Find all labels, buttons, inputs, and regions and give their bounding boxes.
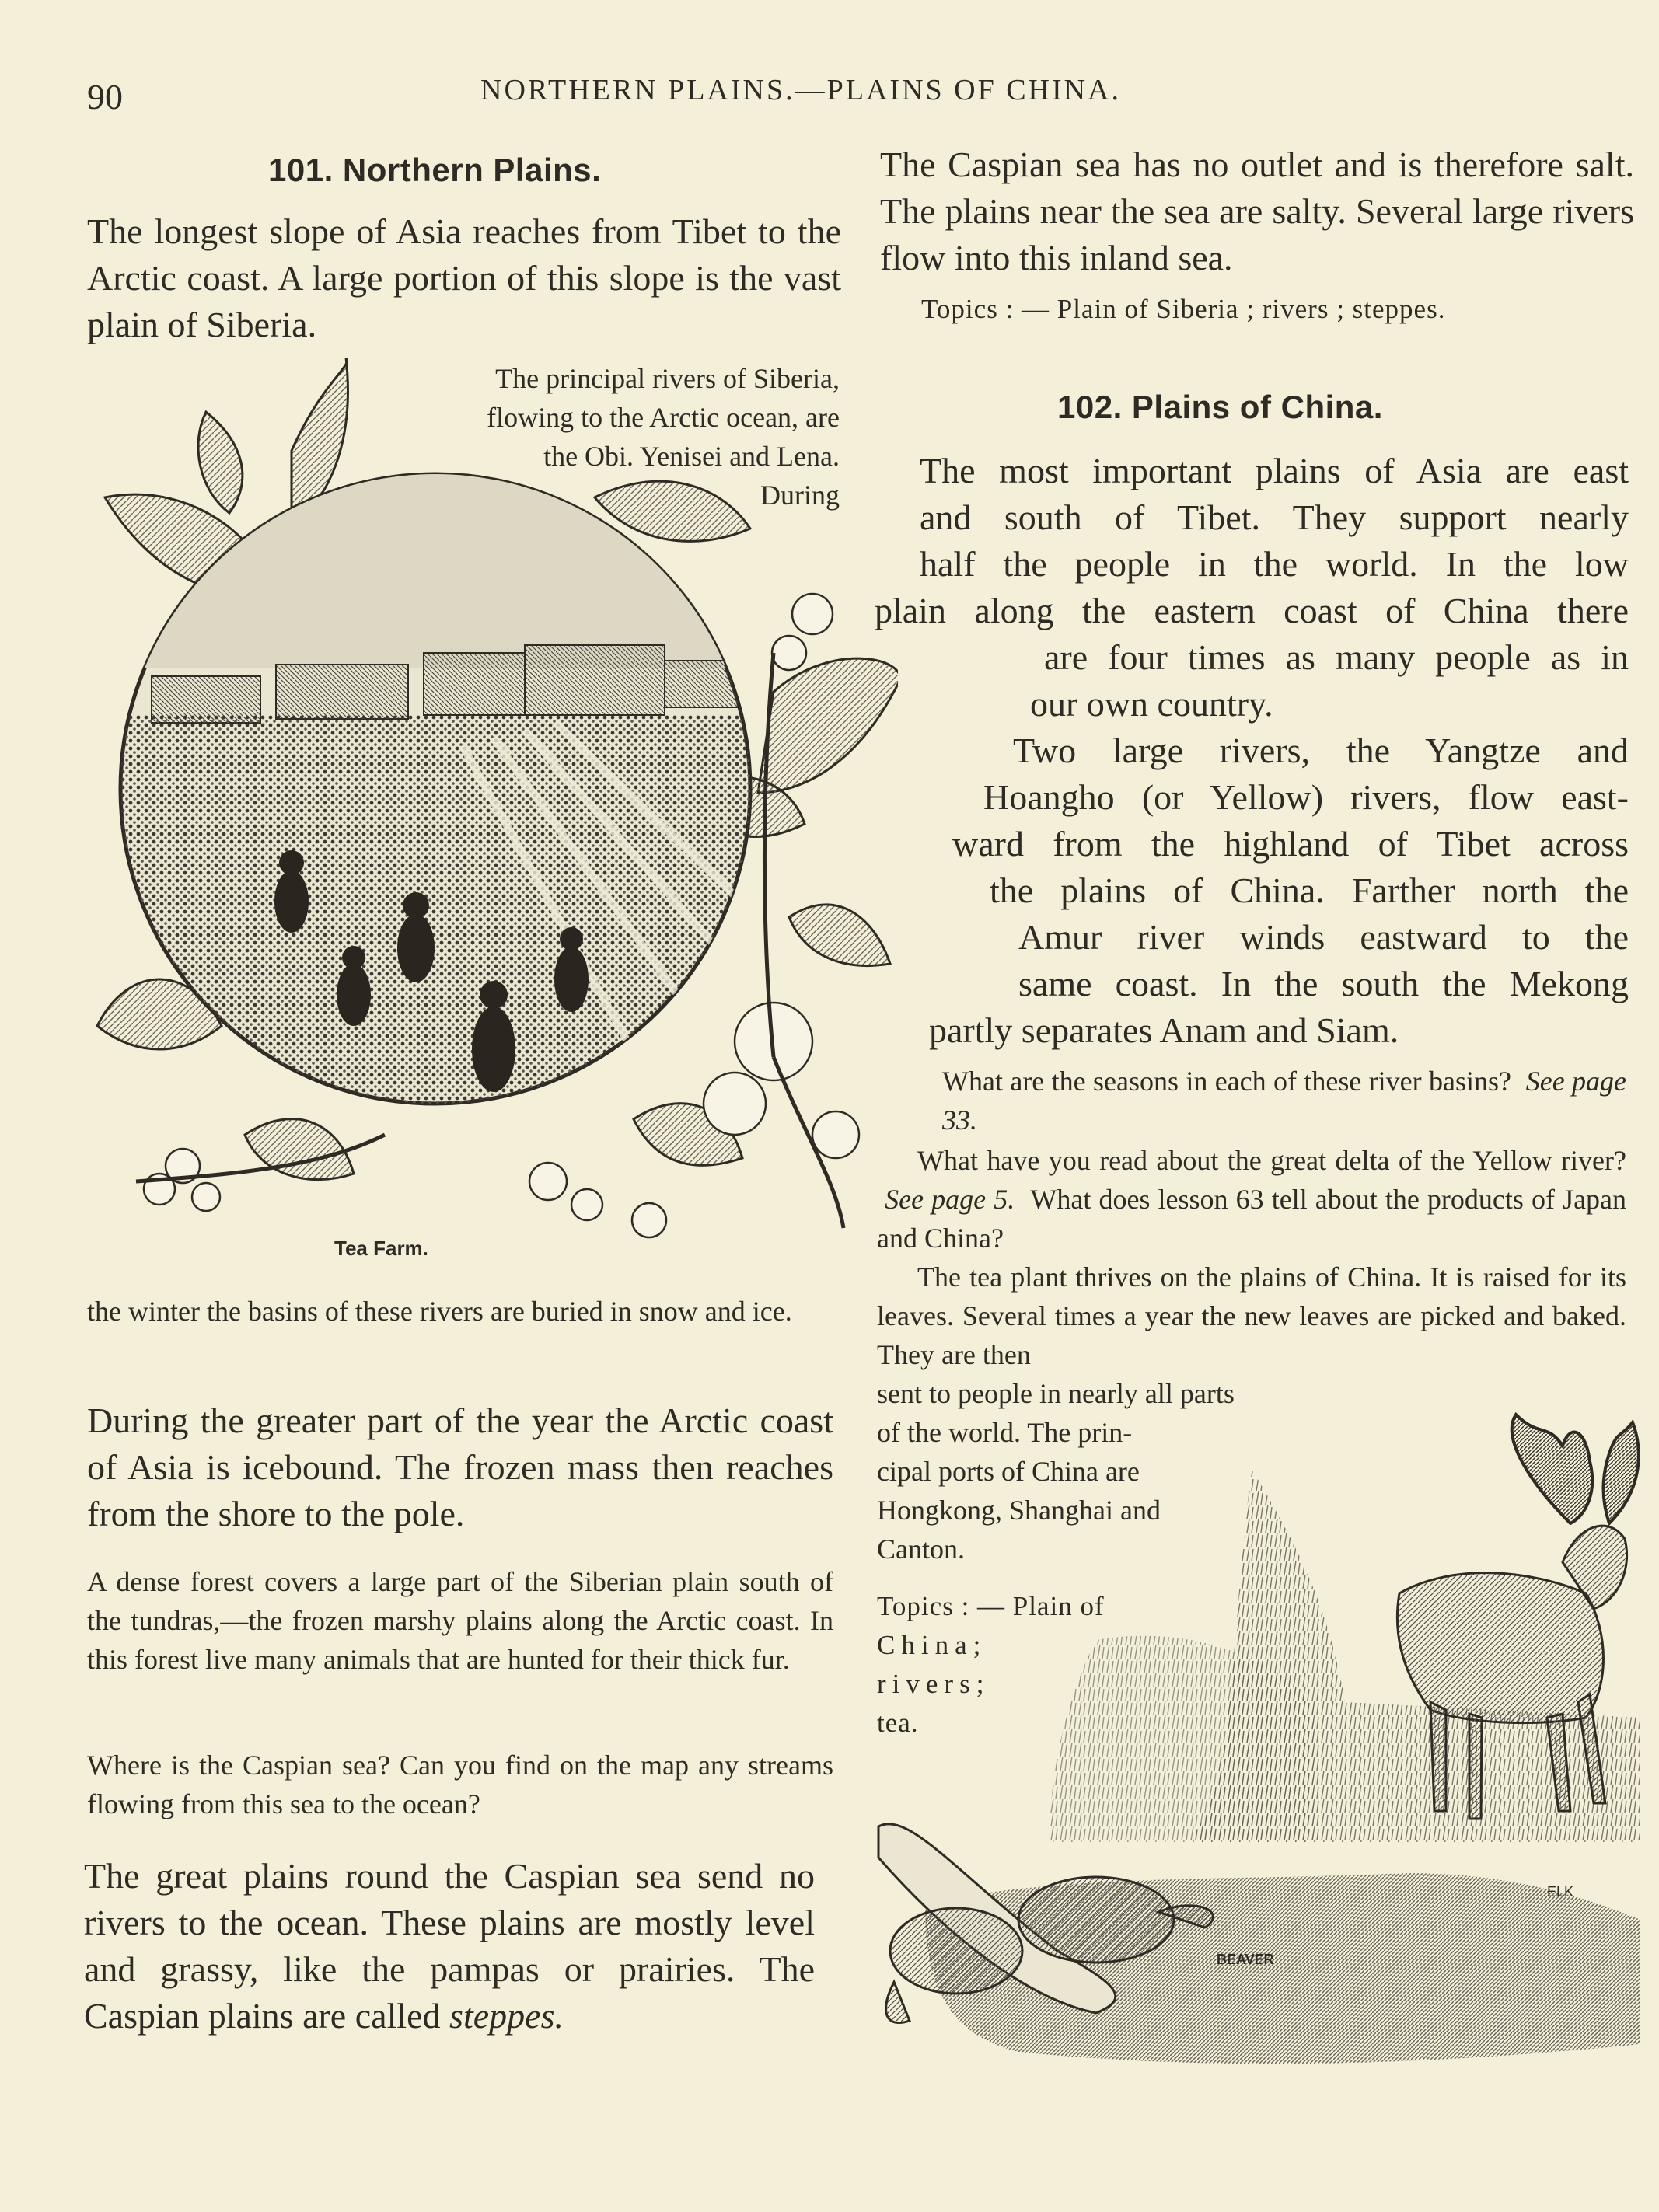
paragraph-caspian-outlet: The Caspian sea has no outlet and is therefore salt. The plains near the sea are salty. Several large rivers flow into this inland sea. <box>880 145 1634 277</box>
elk-beaver-illustration <box>863 1407 1648 2091</box>
topics-siberia: Topics : — Plain of Siberia ; rivers ; steppes. <box>921 294 1446 324</box>
china-line: Two large rivers, the Yangtze and <box>1013 731 1629 770</box>
wrap-line: During <box>760 480 840 511</box>
tea-line: cipal ports of China are <box>877 1456 1140 1487</box>
question-delta <box>877 1141 1626 1258</box>
topics-line: China; <box>877 1630 987 1660</box>
question-delta-text: What have you read about the great delta of the Yellow river? <box>917 1145 1626 1176</box>
tea-farm-illustration <box>89 358 898 1275</box>
china-line: plain along the eastern coast of China there <box>875 591 1629 630</box>
tea-line: Canton. <box>877 1533 965 1565</box>
running-title: NORTHERN PLAINS.—PLAINS OF CHINA. <box>480 74 1122 106</box>
china-line: and south of Tibet. They support nearly <box>920 497 1629 537</box>
caspian-plains-text: The great plains round the Caspian sea send no rivers to the ocean. These plains are mostly level and grassy, like the pampas or prairies. The Caspian plains are called <box>84 1856 815 2036</box>
wrap-line: the Obi. Yenisei and Lena. <box>543 441 840 472</box>
paragraph-tea-plant: The tea plant thrives on the plains of China. It is raised for its leaves. Several times a year the new leaves are picked and baked. They are then <box>877 1261 1626 1370</box>
question-seasons-text: What are the seasons in each of these river basins? <box>942 1066 1511 1097</box>
question-caspian: Where is the Caspian sea? Can you find on the map any streams flowing from this sea to the ocean? <box>87 1750 833 1819</box>
paragraph-siberian-forest: A dense forest covers a large part of the Siberian plain south of the tundras,—the frozen marshy plains along the Arctic coast. In this forest live many animals that are hunted for their thick fur. <box>87 1566 833 1675</box>
section-heading-102: 102. Plains of China. <box>1057 389 1383 425</box>
china-line: ward from the highland of Tibet across <box>952 824 1629 864</box>
tea-line: sent to people in nearly all parts <box>877 1378 1235 1409</box>
paragraph-caspian-plains <box>84 1853 815 2039</box>
tea-line: of the world. The prin- <box>877 1417 1133 1448</box>
page-number: 90 <box>87 77 123 117</box>
china-line: Amur river winds eastward to the <box>1018 917 1629 957</box>
china-line: the plains of China. Farther north the <box>990 870 1629 910</box>
paragraph-arctic-icebound: During the greater part of the year the Arctic coast of Asia is icebound. The frozen mass then reaches from the shore to the pole. <box>87 1401 833 1533</box>
tea-line: Hongkong, Shanghai and <box>877 1495 1161 1526</box>
steppes-italic: steppes. <box>449 1996 564 2036</box>
paragraph-longest-slope: The longest slope of Asia reaches from Tibet to the Arctic coast. A large portion of this slope is the vast plain of Siberia. <box>87 211 841 344</box>
china-line: partly separates Anam and Siam. <box>929 1010 1399 1050</box>
topics-line: tea. <box>877 1708 919 1738</box>
china-line: our own country. <box>1030 684 1273 724</box>
wrap-line: The principal rivers of Siberia, <box>495 363 840 394</box>
china-line: The most important plains of Asia are east <box>920 451 1629 490</box>
paragraph-plains-china <box>875 448 1629 1054</box>
topics-line: rivers; <box>877 1669 990 1699</box>
see-page-33: See page 33. <box>942 1066 1627 1136</box>
wrap-line: flowing to the Arctic ocean, are <box>487 402 840 433</box>
question-seasons <box>942 1062 1626 1139</box>
china-line: same coast. In the south the Mekong <box>1018 964 1629 1003</box>
china-line: half the people in the world. In the low <box>920 544 1629 584</box>
beaver-label: BEAVER <box>1217 1952 1274 1967</box>
siberia-winter-cont: the winter the basins of these rivers are buried in snow and ice. <box>87 1296 792 1327</box>
tea-farm-caption: Tea Farm. <box>334 1237 428 1260</box>
section-heading-101: 101. Northern Plains. <box>268 152 602 188</box>
question-lesson-63: What does lesson 63 tell about the products of Japan and China? <box>877 1184 1627 1254</box>
see-page-5: See page 5. <box>885 1184 1015 1215</box>
elk-label: ELK <box>1547 1884 1574 1900</box>
topics-line: Topics : — Plain of <box>877 1591 1105 1621</box>
china-line: Hoangho (or Yellow) rivers, flow east- <box>983 777 1629 817</box>
china-line: are four times as many people as in <box>1044 637 1629 677</box>
